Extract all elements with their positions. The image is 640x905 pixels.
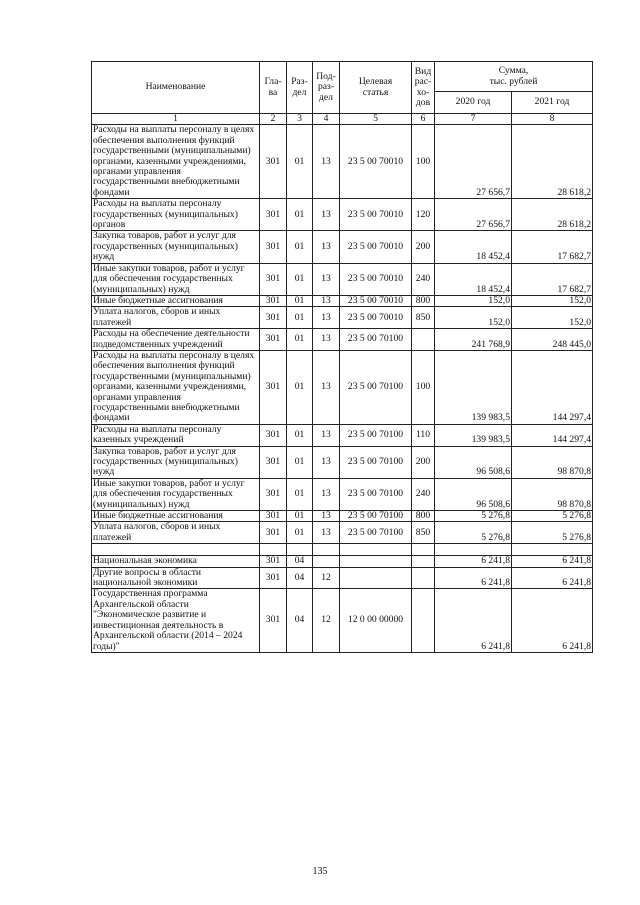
row-chapter: 301 [260, 295, 287, 306]
row-section: 01 [287, 511, 313, 522]
column-number: 6 [412, 114, 435, 125]
row-name: Иные закупки товаров, работ и услуг для обеспечения государственных (муниципальных) нужд [92, 478, 260, 510]
row-subsection: 13 [313, 350, 340, 424]
row-target: 23 5 00 70100 [340, 511, 412, 522]
row-amount-2021: 152,0 [512, 295, 593, 306]
header-name: Наименование [92, 62, 260, 114]
row-section: 01 [287, 231, 313, 263]
row-name: Закупка товаров, работ и услуг для государственных (муниципальных) нужд [92, 446, 260, 478]
table-body [92, 125, 593, 653]
row-name: Национальная экономика [92, 556, 260, 567]
row-type: 800 [412, 295, 435, 306]
row-section: 04 [287, 556, 313, 567]
table-row [92, 231, 593, 263]
column-number: 1 [92, 114, 260, 125]
row-amount-2020: 96 508,6 [435, 446, 512, 478]
row-section: 01 [287, 424, 313, 446]
column-number: 7 [435, 114, 512, 125]
empty-cell [313, 544, 340, 556]
row-target: 23 5 00 70100 [340, 446, 412, 478]
row-type [412, 589, 435, 652]
row-amount-2021: 6 241,8 [512, 567, 593, 589]
row-type: 100 [412, 350, 435, 424]
row-chapter: 301 [260, 556, 287, 567]
empty-cell [287, 544, 313, 556]
row-name: Расходы на выплаты персоналу казенных учреждений [92, 424, 260, 446]
row-section: 01 [287, 199, 313, 231]
row-subsection: 13 [313, 295, 340, 306]
empty-cell [412, 544, 435, 556]
row-name: Расходы на выплаты персоналу государственных (муниципальных) органов [92, 199, 260, 231]
row-target: 23 5 00 70100 [340, 329, 412, 351]
header-section: Раз- дел [287, 62, 313, 114]
row-amount-2020: 152,0 [435, 307, 512, 329]
column-number: 2 [260, 114, 287, 125]
row-type: 200 [412, 446, 435, 478]
row-section: 04 [287, 567, 313, 589]
empty-cell [260, 544, 287, 556]
row-chapter: 301 [260, 446, 287, 478]
table-row [92, 567, 593, 589]
row-amount-2020: 27 656,7 [435, 199, 512, 231]
row-subsection: 13 [313, 231, 340, 263]
row-chapter: 301 [260, 125, 287, 199]
row-subsection: 12 [313, 589, 340, 652]
row-amount-2021: 98 870,8 [512, 446, 593, 478]
table-row [92, 199, 593, 231]
row-subsection: 13 [313, 424, 340, 446]
row-type: 200 [412, 231, 435, 263]
row-target: 12 0 00 00000 [340, 589, 412, 652]
row-subsection: 13 [313, 478, 340, 510]
table-row [92, 511, 593, 522]
row-name: Государственная программа Архангельской области "Экономическое развитие и инвестиционная деятельность в Архангельской области (2014 – 2024 годы)" [92, 589, 260, 652]
row-type: 240 [412, 263, 435, 295]
row-chapter: 301 [260, 307, 287, 329]
table-row [92, 307, 593, 329]
row-subsection: 13 [313, 307, 340, 329]
row-chapter: 301 [260, 329, 287, 351]
row-section: 01 [287, 522, 313, 544]
row-amount-2020: 152,0 [435, 295, 512, 306]
row-section: 01 [287, 263, 313, 295]
row-section: 01 [287, 125, 313, 199]
row-chapter: 301 [260, 424, 287, 446]
row-subsection: 13 [313, 511, 340, 522]
row-subsection: 13 [313, 263, 340, 295]
row-amount-2021: 98 870,8 [512, 478, 593, 510]
column-number: 5 [340, 114, 412, 125]
row-section: 04 [287, 589, 313, 652]
header-target: Целевая статья [340, 62, 412, 114]
row-name: Закупка товаров, работ и услуг для государственных (муниципальных) нужд [92, 231, 260, 263]
row-chapter: 301 [260, 567, 287, 589]
row-amount-2021: 6 241,8 [512, 589, 593, 652]
row-amount-2021: 17 682,7 [512, 231, 593, 263]
row-target: 23 5 00 70010 [340, 263, 412, 295]
row-name: Иные закупки товаров, работ и услуг для обеспечения государственных (муниципальных) нужд [92, 263, 260, 295]
table-row [92, 329, 593, 351]
row-name: Уплата налогов, сборов и иных платежей [92, 522, 260, 544]
row-type: 800 [412, 511, 435, 522]
row-amount-2021: 152,0 [512, 307, 593, 329]
row-amount-2021: 28 618,2 [512, 125, 593, 199]
row-subsection: 13 [313, 522, 340, 544]
row-amount-2020: 139 983,5 [435, 424, 512, 446]
table-row [92, 263, 593, 295]
header-year-2020: 2020 год [435, 92, 512, 114]
row-type: 850 [412, 307, 435, 329]
row-type: 120 [412, 199, 435, 231]
row-amount-2020: 139 983,5 [435, 350, 512, 424]
row-section: 01 [287, 350, 313, 424]
row-target: 23 5 00 70100 [340, 350, 412, 424]
row-target: 23 5 00 70100 [340, 478, 412, 510]
row-amount-2020: 6 241,8 [435, 556, 512, 567]
blank-row [92, 544, 593, 556]
header-chapter: Гла- ва [260, 62, 287, 114]
row-amount-2021: 144 297,4 [512, 350, 593, 424]
row-chapter: 301 [260, 589, 287, 652]
row-type: 240 [412, 478, 435, 510]
table-row [92, 589, 593, 652]
row-amount-2021: 144 297,4 [512, 424, 593, 446]
row-subsection: 13 [313, 329, 340, 351]
row-target: 23 5 00 70010 [340, 231, 412, 263]
row-name: Уплата налогов, сборов и иных платежей [92, 307, 260, 329]
header-year-2021: 2021 год [512, 92, 593, 114]
row-amount-2020: 6 241,8 [435, 589, 512, 652]
row-amount-2021: 5 276,8 [512, 511, 593, 522]
row-name: Расходы на обеспечение деятельности подведомственных учреждений [92, 329, 260, 351]
row-name: Другие вопросы в области национальной экономики [92, 567, 260, 589]
row-subsection: 12 [313, 567, 340, 589]
row-chapter: 301 [260, 199, 287, 231]
row-chapter: 301 [260, 522, 287, 544]
row-subsection: 13 [313, 125, 340, 199]
row-target [340, 556, 412, 567]
header-type: Вид рас- хо- дов [412, 62, 435, 114]
row-chapter: 301 [260, 511, 287, 522]
row-target: 23 5 00 70010 [340, 307, 412, 329]
column-number: 4 [313, 114, 340, 125]
empty-cell [512, 544, 593, 556]
row-amount-2021: 28 618,2 [512, 199, 593, 231]
row-target: 23 5 00 70010 [340, 199, 412, 231]
row-amount-2020: 27 656,7 [435, 125, 512, 199]
empty-cell [340, 544, 412, 556]
row-amount-2020: 6 241,8 [435, 567, 512, 589]
table-row [92, 556, 593, 567]
row-chapter: 301 [260, 263, 287, 295]
row-amount-2020: 5 276,8 [435, 511, 512, 522]
row-target [340, 567, 412, 589]
table-row [92, 125, 593, 199]
row-amount-2020: 5 276,8 [435, 522, 512, 544]
row-chapter: 301 [260, 350, 287, 424]
row-type [412, 567, 435, 589]
row-amount-2021: 6 241,8 [512, 556, 593, 567]
header-subsection: Под- раз- дел [313, 62, 340, 114]
row-type: 110 [412, 424, 435, 446]
row-name: Иные бюджетные ассигнования [92, 295, 260, 306]
row-type [412, 556, 435, 567]
table-row [92, 350, 593, 424]
row-target: 23 5 00 70100 [340, 522, 412, 544]
row-target: 23 5 00 70010 [340, 295, 412, 306]
row-section: 01 [287, 307, 313, 329]
row-target: 23 5 00 70100 [340, 424, 412, 446]
budget-table [91, 61, 593, 653]
row-subsection: 13 [313, 446, 340, 478]
row-chapter: 301 [260, 478, 287, 510]
row-amount-2020: 96 508,6 [435, 478, 512, 510]
header-sum: Сумма, тыс. рублей [435, 62, 593, 92]
row-type: 100 [412, 125, 435, 199]
row-amount-2020: 241 768,9 [435, 329, 512, 351]
row-amount-2021: 248 445,0 [512, 329, 593, 351]
row-amount-2020: 18 452,4 [435, 263, 512, 295]
row-name: Расходы на выплаты персоналу в целях обеспечения выполнения функций государственными (муниципальными) органами, казенными учреждениями, органами управления государственными внебюджетными фондами [92, 125, 260, 199]
table-row [92, 446, 593, 478]
row-name: Иные бюджетные ассигнования [92, 511, 260, 522]
column-number: 8 [512, 114, 593, 125]
page-number: 135 [312, 866, 328, 877]
row-target: 23 5 00 70010 [340, 125, 412, 199]
row-type [412, 329, 435, 351]
table-header [92, 62, 593, 125]
table-row [92, 478, 593, 510]
row-section: 01 [287, 446, 313, 478]
row-chapter: 301 [260, 231, 287, 263]
table-row [92, 522, 593, 544]
row-name: Расходы на выплаты персоналу в целях обеспечения выполнения функций государственными (муниципальными) органами, казенными учреждениями, органами управления государственными внебюджетными фондами [92, 350, 260, 424]
row-subsection: 13 [313, 199, 340, 231]
table-row [92, 295, 593, 306]
row-amount-2020: 18 452,4 [435, 231, 512, 263]
row-amount-2021: 5 276,8 [512, 522, 593, 544]
table-row [92, 424, 593, 446]
row-amount-2021: 17 682,7 [512, 263, 593, 295]
column-number: 3 [287, 114, 313, 125]
column-numbers-row [92, 114, 593, 125]
row-section: 01 [287, 478, 313, 510]
empty-cell [435, 544, 512, 556]
row-section: 01 [287, 329, 313, 351]
empty-cell [92, 544, 260, 556]
row-subsection [313, 556, 340, 567]
row-section: 01 [287, 295, 313, 306]
row-type: 850 [412, 522, 435, 544]
